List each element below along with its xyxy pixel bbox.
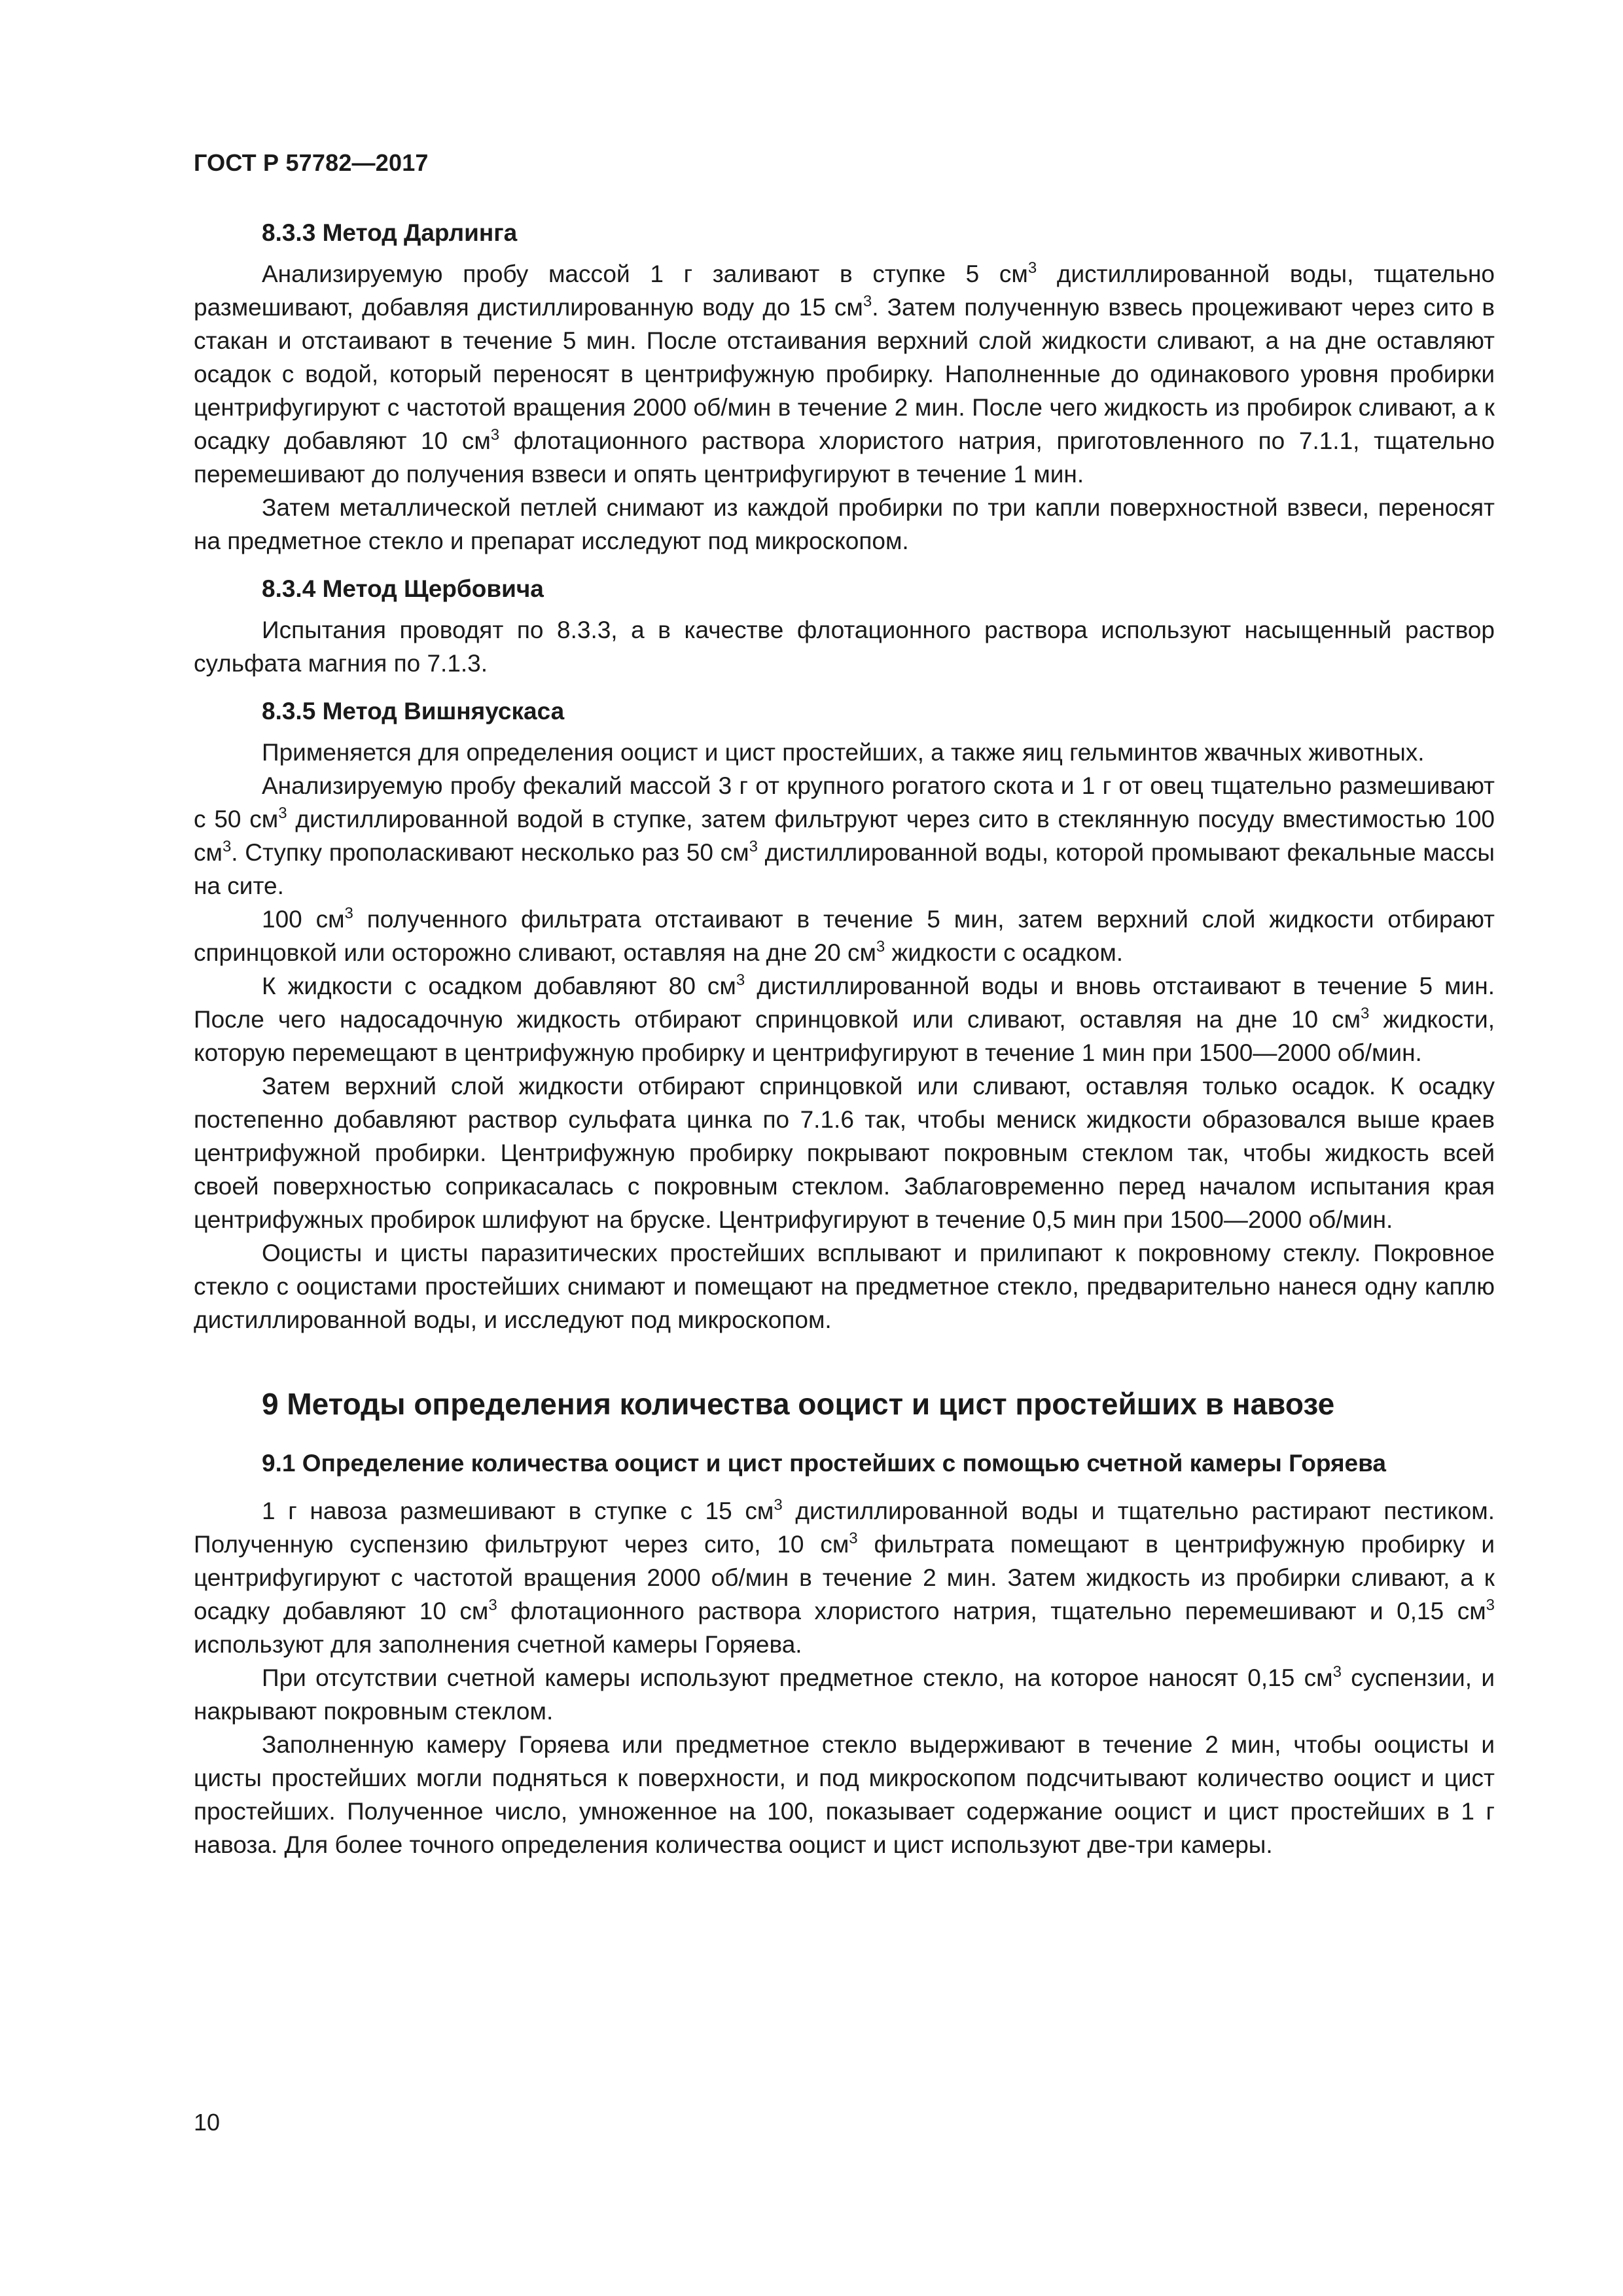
paragraph: Заполненную камеру Горяева или предметное стекло выдерживают в течение 2 мин, чтобы ооцисты и цисты простейших могли подняться к поверхности, и под микроскопом подсчитывают количество ооцист и цист простейших. Полученное число, умноженное на 100, показывает содержание ооцист и цист простейших в 1 г навоза. Для более точного определения количества ооцист и цист используют две-три камеры. [194,1731,1495,1858]
paragraph: 100 $см^3$ полученного фильтрата отстаивают в течение 5 мин, затем верхний слой жидкости отбирают спринцовкой или осторожно сливают, оставляя на дне 20 $см^3$ жидкости с осадком. [194,905,1495,966]
page-number: 10 [194,2109,221,2136]
standard-designation: ГОСТ Р 57782—2017 [194,149,429,176]
paragraph: При отсутствии счетной камеры используют предметное стекло, на которое наносят 0,15 $см^3$ суспензии, и накрывают покровным стеклом. [194,1663,1495,1725]
section-heading-8-3-5: 8.3.5 Метод Вишняускаса [262,698,565,725]
section-heading-8-3-4: 8.3.4 Метод Щербовича [262,575,544,602]
paragraph: Затем верхний слой жидкости отбирают спринцовкой или сливают, оставляя только осадок. К осадку постепенно добавляют раствор сульфата цинка по 7.1.6 так, чтобы мениск жидкости образовался выше краев центрифужной пробирки. Центрифужную пробирку покрывают покровным стеклом так, чтобы жидкость всей своей поверхностью соприкасалась с покровным стеклом. Заблаговременно перед началом испытания края центрифужных пробирок шлифуют на бруске. Центрифугируют в течение 0,5 мин при 1500—2000 об/мин. [194,1073,1495,1233]
paragraph: Затем металлической петлей снимают из каждой пробирки по три капли поверхностной взвеси, переносят на предметное стекло и препарат исследуют под микроскопом. [194,494,1495,554]
paragraph: Ооцисты и цисты паразитических простейших всплывают и прилипают к покровному стеклу. Покровное стекло с ооцистами простейших снимают и помещают на предметное стекло, предварительно нанеся одну каплю дистиллированной воды, и исследуют под микроскопом. [194,1240,1495,1333]
paragraph: Анализируемую пробу массой 1 г заливают в ступке 5 $см^3$ дистиллированной воды, тщательно размешивают, добавляя дистиллированную воду до 15 $см^3$. Затем полученную взвесь процеживают через сито в стакан и отстаивают в течение 5 мин. После отстаивания верхний слой жидкости сливают, а на дне оставляют осадок с водой, который переносят в центрифужную пробирку. Наполненные до одинакового уровня пробирки центрифугируют с частотой вращения 2000 об/мин в течение 2 мин. После чего жидкость из пробирок сливают, а к осадку добавляют 10 $см^3$ флотационного раствора хлористого натрия, приготовленного по 7.1.1, тщательно перемешивают до получения взвеси и опять центрифугируют в течение 1 мин. [194,259,1495,488]
paragraph: Анализируемую пробу фекалий массой 3 г от крупного рогатого скота и 1 г от овец тщательно размешивают с 50 $см^3$ дистиллированной водой в ступке, затем фильтруют через сито в стеклянную посуду вместимостью 100 $см^3$. Ступку прополаскивают несколько раз 50 $см^3$ дистиллированной воды, которой промывают фекальные массы на сите. [194,772,1495,899]
section-heading-9: 9 Методы определения количества ооцист и цист простейших в навозе [262,1387,1335,1421]
paragraph: Испытания проводят по 8.3.3, а в качестве флотационного раствора используют насыщенный раствор сульфата магния по 7.1.3. [194,617,1495,677]
paragraph: К жидкости с осадком добавляют 80 $см^3$ дистиллированной воды и вновь отстаивают в течение 5 мин. После чего надосадочную жидкость отбирают спринцовкой или сливают, оставляя на дне 10 $см^3$ жидкости, которую перемещают в центрифужную пробирку и центрифугируют в течение 1 мин при 1500—2000 об/мин. [194,971,1495,1066]
paragraph: Применяется для определения ооцист и цист простейших, а также яиц гельминтов жвачных животных. [262,739,1425,766]
paragraph: 1 г навоза размешивают в ступке с 15 $см^3$ дистиллированной воды и тщательно растирают пестиком. Полученную суспензию фильтруют через сито, 10 $см^3$ фильтрата помещают в центрифужную пробирку и центрифугируют с частотой вращения 2000 об/мин в течение 2 мин. Затем жидкость из пробирки сливают, а к осадку добавляют 10 $см^3$ флотационного раствора хлористого натрия, тщательно перемешивают и 0,15 $см^3$ используют для заполнения счетной камеры Горяева. [194,1496,1495,1658]
document-body [194,216,1495,1861]
section-heading-9-1: 9.1 Определение количества ооцист и цист простейших с помощью счетной камеры Горяева [262,1450,1386,1477]
section-heading-8-3-3: 8.3.3 Метод Дарлинга [262,219,518,246]
